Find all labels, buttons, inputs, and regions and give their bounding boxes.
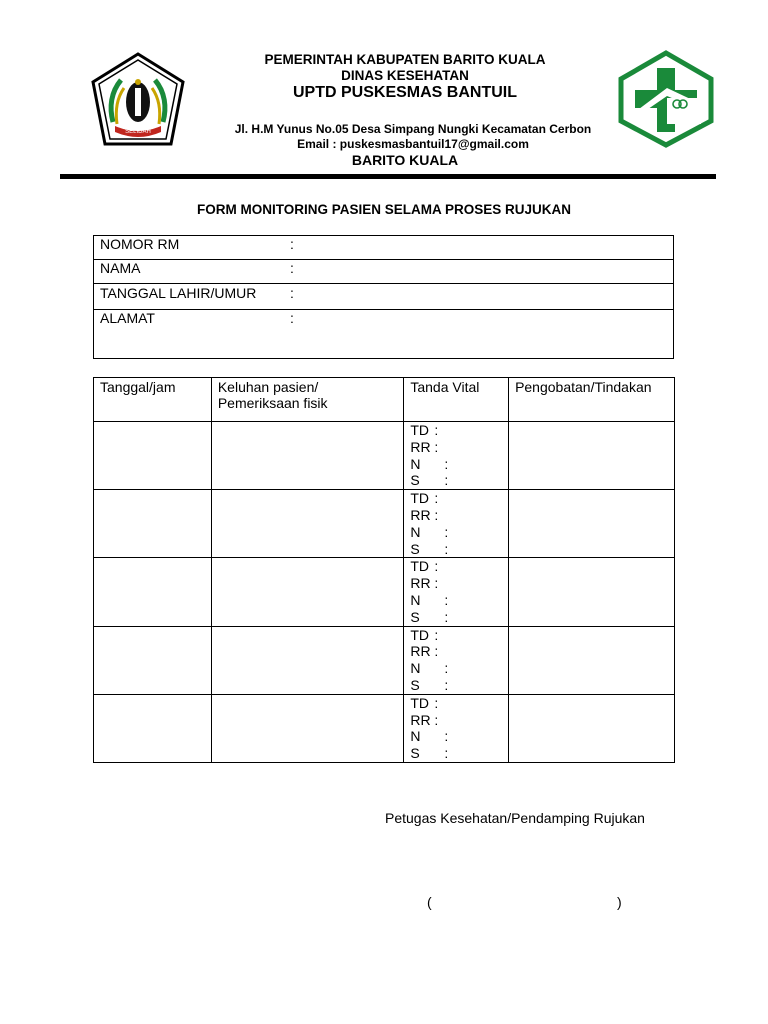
identity-row-address[interactable] <box>94 310 673 360</box>
table-row <box>94 490 675 558</box>
identity-colon: : <box>290 310 294 326</box>
vital-sign-colon: : <box>444 455 449 472</box>
vital-sign-line <box>410 695 502 712</box>
vital-sign-line <box>410 456 502 473</box>
vital-sign-label: TD <box>410 626 430 643</box>
barito-kuala-emblem-icon <box>91 52 185 148</box>
vital-sign-line <box>410 422 502 439</box>
vital-sign-colon: : <box>434 438 439 455</box>
vital-sign-colon: : <box>444 745 449 762</box>
vital-sign-colon: : <box>444 676 449 693</box>
header-institution: UPTD PUSKESMAS BANTUIL <box>292 84 517 101</box>
identity-label: TANGGAL LAHIR/UMUR <box>100 285 257 301</box>
vital-sign-line <box>410 575 502 592</box>
vital-sign-line <box>410 745 502 762</box>
vital-sign-line <box>410 507 502 524</box>
table-row <box>94 558 675 626</box>
vital-sign-label: S <box>410 608 420 625</box>
cell-treatment[interactable] <box>509 422 675 490</box>
identity-label: NAMA <box>100 260 141 276</box>
vital-sign-line <box>410 728 502 745</box>
vital-sign-colon: : <box>434 694 439 711</box>
signature-paren-open: ( <box>427 894 432 910</box>
cell-vital-signs[interactable] <box>404 422 509 490</box>
vital-sign-colon: : <box>434 490 439 507</box>
vital-sign-label: S <box>410 540 420 557</box>
vital-sign-colon: : <box>434 626 439 643</box>
vital-sign-label: RR <box>410 438 431 455</box>
vital-sign-line <box>410 627 502 644</box>
monitoring-table-body <box>94 422 675 763</box>
vital-sign-label: RR <box>410 506 431 523</box>
vital-sign-colon: : <box>444 523 449 540</box>
vital-sign-label: RR <box>410 575 431 592</box>
vital-sign-line <box>410 712 502 729</box>
vital-sign-colon: : <box>444 660 449 677</box>
vital-sign-line <box>410 541 502 558</box>
vital-sign-label: TD <box>410 490 430 507</box>
vital-sign-line <box>410 524 502 541</box>
cell-treatment[interactable] <box>509 558 675 626</box>
identity-row-birth[interactable] <box>94 284 673 310</box>
monitoring-table <box>93 377 675 763</box>
cell-complaint[interactable] <box>211 422 404 490</box>
patient-identity-box <box>93 235 674 359</box>
vital-sign-line <box>410 660 502 677</box>
vital-sign-line <box>410 643 502 660</box>
identity-row-rm[interactable] <box>94 236 673 260</box>
table-header-row <box>94 378 675 422</box>
vital-sign-label: N <box>410 523 421 540</box>
vital-sign-colon: : <box>434 711 439 728</box>
cell-vital-signs[interactable] <box>404 626 509 694</box>
vital-sign-line <box>410 472 502 489</box>
header-datetime: Tanggal/jam <box>94 378 212 422</box>
table-row <box>94 694 675 762</box>
vital-sign-label: S <box>410 472 420 489</box>
identity-label: NOMOR RM <box>100 236 180 252</box>
vital-sign-line <box>410 592 502 609</box>
header-complaint: Keluhan pasien/ Pemeriksaan fisik <box>211 378 404 422</box>
cell-complaint[interactable] <box>211 490 404 558</box>
vital-sign-colon: : <box>434 643 439 660</box>
header-vital-signs: Tanda Vital <box>404 378 509 422</box>
header-address: Jl. H.M Yunus No.05 Desa Simpang Nungki Kecamatan Cerbon <box>234 122 592 136</box>
vital-sign-colon: : <box>444 540 449 557</box>
vital-sign-label: TD <box>410 422 430 438</box>
vital-sign-label: RR <box>410 643 431 660</box>
header-email: Email : puskesmasbantuil17@gmail.com <box>297 137 529 151</box>
table-row <box>94 422 675 490</box>
header-treatment: Pengobatan/Tindakan <box>509 378 675 422</box>
header-divider <box>60 174 716 179</box>
cell-complaint[interactable] <box>211 694 404 762</box>
svg-text:SELIDAH: SELIDAH <box>125 129 151 135</box>
vital-sign-label: TD <box>410 694 430 711</box>
cell-vital-signs[interactable] <box>404 694 509 762</box>
vital-sign-line <box>410 439 502 456</box>
cell-datetime[interactable] <box>94 490 212 558</box>
form-title: FORM MONITORING PASIEN SELAMA PROSES RUJUKAN <box>196 202 572 217</box>
vital-sign-label: N <box>410 455 421 472</box>
signature-paren-close: ) <box>617 894 622 910</box>
vital-sign-label: N <box>410 728 421 745</box>
vital-sign-colon: : <box>444 608 449 625</box>
signature-title: Petugas Kesehatan/Pendamping Rujukan <box>385 810 645 826</box>
header-government: PEMERINTAH KABUPATEN BARITO KUALA <box>264 52 546 67</box>
header-department: DINAS KESEHATAN <box>341 68 469 83</box>
vital-sign-label: N <box>410 591 421 608</box>
table-row <box>94 626 675 694</box>
vital-sign-colon: : <box>434 422 439 438</box>
puskesmas-logo-icon <box>617 50 715 148</box>
vital-sign-line <box>410 609 502 626</box>
vital-sign-label: S <box>410 745 420 762</box>
cell-datetime[interactable] <box>94 694 212 762</box>
vital-sign-label: TD <box>410 558 430 575</box>
cell-complaint[interactable] <box>211 558 404 626</box>
identity-colon: : <box>290 285 294 301</box>
vital-sign-label: N <box>410 660 421 677</box>
vital-sign-colon: : <box>434 575 439 592</box>
cell-treatment[interactable] <box>509 490 675 558</box>
header-region: BARITO KUALA <box>351 152 459 168</box>
vital-sign-colon: : <box>444 472 449 489</box>
vital-sign-colon: : <box>434 506 439 523</box>
vital-sign-colon: : <box>434 558 439 575</box>
vital-sign-colon: : <box>444 728 449 745</box>
vital-sign-line <box>410 558 502 575</box>
vital-sign-colon: : <box>444 591 449 608</box>
vital-sign-label: S <box>410 676 420 693</box>
vital-sign-label: RR <box>410 711 431 728</box>
cell-vital-signs[interactable] <box>404 490 509 558</box>
cell-treatment[interactable] <box>509 626 675 694</box>
cell-datetime[interactable] <box>94 422 212 490</box>
cell-vital-signs[interactable] <box>404 558 509 626</box>
identity-colon: : <box>290 260 294 276</box>
cell-datetime[interactable] <box>94 626 212 694</box>
identity-colon: : <box>290 236 294 252</box>
vital-sign-line <box>410 490 502 507</box>
cell-complaint[interactable] <box>211 626 404 694</box>
cell-treatment[interactable] <box>509 694 675 762</box>
identity-label: ALAMAT <box>100 310 155 326</box>
cell-datetime[interactable] <box>94 558 212 626</box>
identity-row-name[interactable] <box>94 260 673 284</box>
vital-sign-line <box>410 677 502 694</box>
